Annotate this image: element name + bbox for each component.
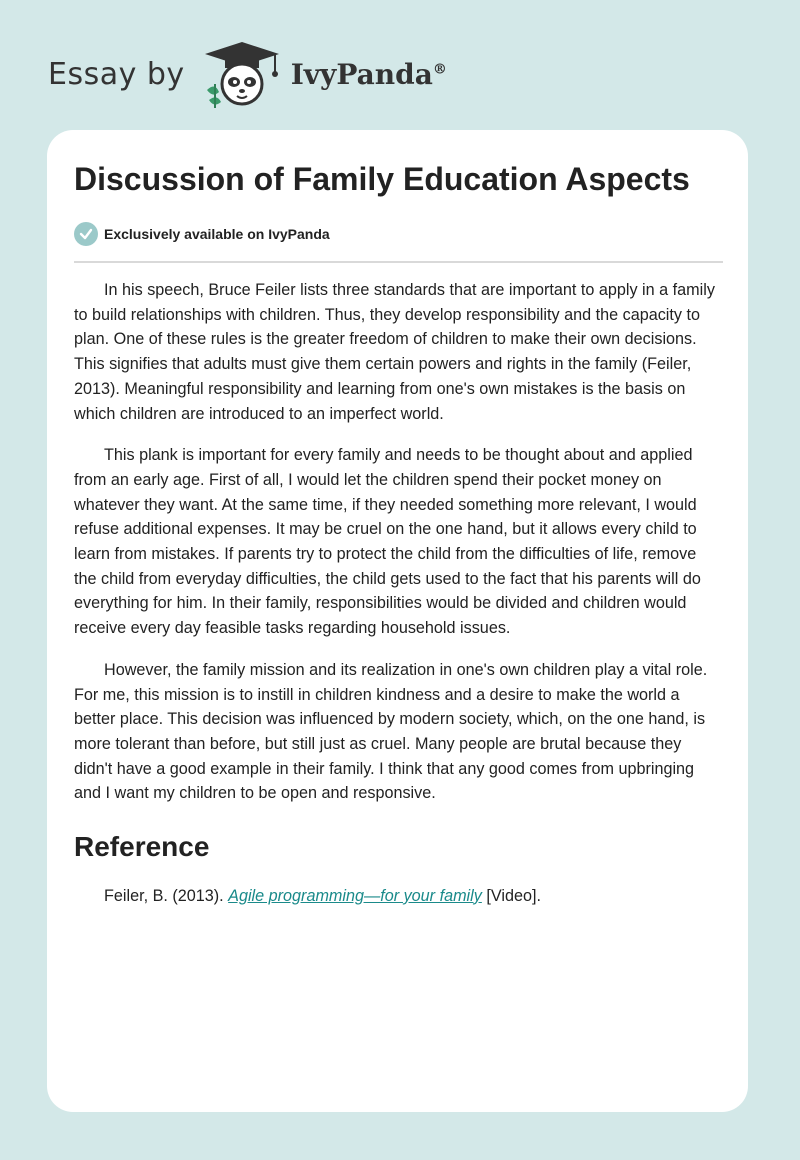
reference-entry — [74, 884, 723, 909]
registered-mark: ® — [432, 61, 447, 78]
page-title: Discussion of Family Education Aspects — [74, 161, 690, 197]
panda-logo-icon — [199, 38, 285, 110]
essay-body — [74, 278, 723, 908]
exclusive-badge-label: Exclusively available on IvyPanda — [104, 226, 330, 242]
reference-prefix: Feiler, B. (2013). — [104, 886, 229, 905]
essay-card — [47, 130, 748, 1112]
check-icon — [74, 222, 98, 246]
essay-by-label: Essay by — [48, 56, 185, 92]
brand-name: IvyPanda® — [290, 57, 447, 91]
exclusive-badge — [74, 222, 330, 246]
paragraph: However, the family mission and its realization in one's own children play a vital role. For me, this mission is to instill in children kindness and a desire to make the world a better place. This decision was influenced by modern society, which, on the one hand, is more tolerant than before, but still just as cruel. Many people are brutal because they didn't have a good example in their family. I think that any good comes from upbringing and I want my children to be open and responsive. — [74, 660, 708, 803]
paragraph: This plank is important for every family and needs to be thought about and applied from an early age. First of all, I would let the children spend their pocket money on whatever they want. At the same time, if they needed something more relevant, I would refuse additional expenses. It may be cruel on the one hand, but it allows every child to learn from mistakes. If parents try to protect the child from the difficulties of life, remove the child from everyday difficulties, the child gets used to the fact that his parents will do everything for him. In their family, responsibilities would be divided and children would receive every day feasible tasks regarding household issues. — [74, 446, 701, 638]
reference-suffix: [Video]. — [481, 886, 541, 905]
paragraph: In his speech, Bruce Feiler lists three standards that are important to apply in a family to build relationships with children. Thus, they develop responsibility and the capacity to plan. One of these rules is the greater freedom of children to make their own decisions. This signifies that adults must give them certain powers and rights in the family (Feiler, 2013). Meaningful responsibility and learning from one's own mistakes is the basis on which children are introduced to an imperfect world. — [74, 281, 715, 423]
divider — [74, 261, 723, 263]
reference-heading: Reference — [74, 831, 210, 863]
site-header — [48, 38, 447, 110]
reference-link[interactable]: Agile programming—for your family — [228, 886, 482, 905]
